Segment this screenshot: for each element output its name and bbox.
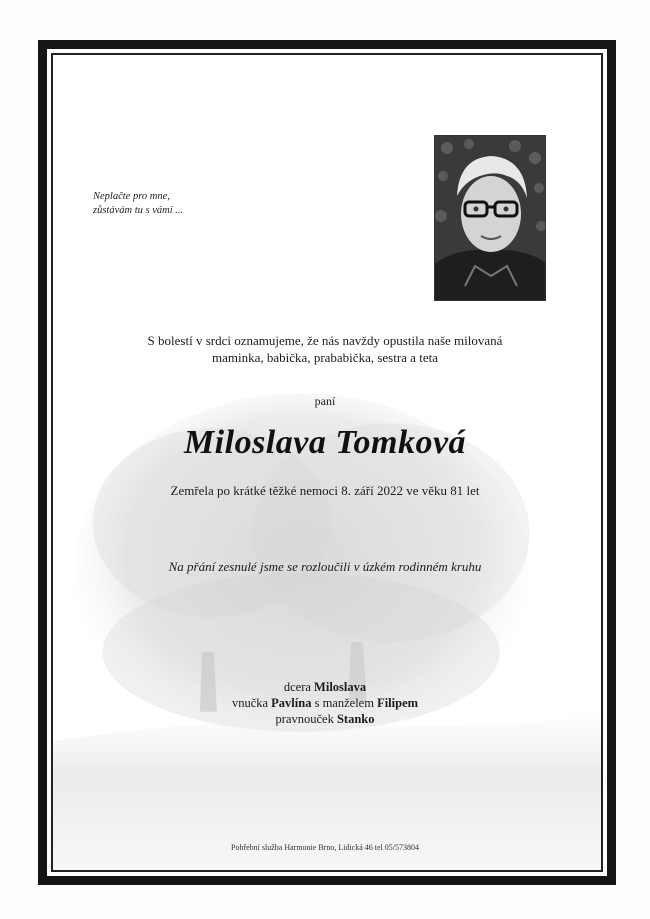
title-word: paní bbox=[314, 394, 336, 408]
family-partner-name: Filipem bbox=[377, 696, 419, 710]
announcement-line-2: maminka, babička, prababička, sestra a teta bbox=[212, 350, 438, 365]
family-member-name: Pavlína bbox=[271, 696, 312, 710]
deceased-name: Miloslava Tomková bbox=[183, 424, 467, 461]
portrait-photo bbox=[434, 135, 546, 301]
motto-quote bbox=[93, 190, 183, 218]
family-member-name: Stanko bbox=[336, 712, 375, 726]
family-member-name: Miloslava bbox=[314, 680, 367, 694]
portrait-photo-icon bbox=[435, 136, 546, 301]
announcement-text bbox=[60, 332, 590, 366]
family-relation: dcera bbox=[283, 680, 311, 694]
family-row-granddaughter bbox=[60, 695, 590, 711]
announcement-line-1: S bolestí v srdci oznamujeme, že nás navždy opustila naše milovaná bbox=[147, 333, 503, 348]
death-notice: Zemřela po krátké těžké nemoci 8. září 2022 ve věku 81 let bbox=[170, 483, 480, 498]
family-row-great-grandson bbox=[60, 711, 590, 727]
family-row-daughter bbox=[60, 679, 590, 695]
family-relation: pravnouček bbox=[275, 712, 334, 726]
motto-line-1: Neplačte pro mne, bbox=[93, 191, 170, 202]
family-relation: vnučka bbox=[231, 696, 269, 710]
farewell-note: Na přání zesnulé jsme se rozloučili v úzkém rodinném kruhu bbox=[168, 559, 482, 574]
family-list bbox=[60, 679, 590, 727]
funeral-service-footer: Pohřební služba Harmonie Brno, Lidická 46 tel 05/573804 bbox=[231, 843, 419, 852]
family-suffix: s manželem bbox=[314, 696, 374, 710]
motto-line-2: zůstávám tu s vámi ... bbox=[93, 205, 184, 216]
